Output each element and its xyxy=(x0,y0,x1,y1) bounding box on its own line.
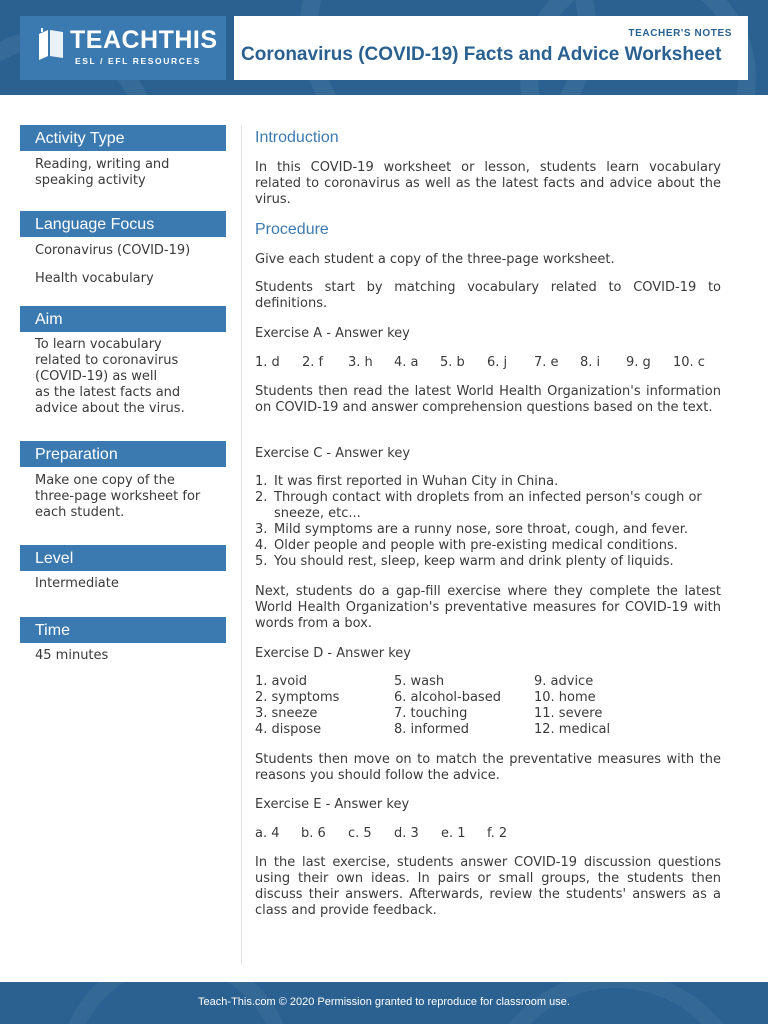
title-box xyxy=(234,16,748,80)
exercise-a-label: Exercise A - Answer key xyxy=(255,326,410,341)
answer-item: 2. f xyxy=(302,355,324,370)
introduction-text: In this COVID-19 worksheet or lesson, students learn vocabulary related to coronavirus as well as the latest facts and advice about the virus. xyxy=(255,160,721,207)
activity-type-text xyxy=(20,157,226,189)
answer-item: 8. i xyxy=(580,355,601,370)
exercise-d-answers xyxy=(255,674,721,738)
answer-item: 9. g xyxy=(626,355,651,370)
list-number: 3. xyxy=(255,522,268,537)
exercise-e-answers xyxy=(255,826,721,842)
text-line: Reading, writing and xyxy=(35,157,170,172)
book-icon xyxy=(36,26,66,62)
list-text: It was first reported in Wuhan City in China. xyxy=(274,474,559,489)
answer-column xyxy=(394,674,501,738)
teachthis-logo[interactable] xyxy=(20,16,226,80)
language-focus-item: Health vocabulary xyxy=(35,271,154,286)
level-heading: Level xyxy=(20,545,226,571)
language-focus-item: Coronavirus (COVID-19) xyxy=(35,243,191,258)
answer-item: e. 1 xyxy=(441,826,466,841)
answer-item: 6. alcohol-based xyxy=(394,690,501,705)
answer-item: 7. e xyxy=(534,355,559,370)
list-item xyxy=(255,538,725,554)
list-number: 4. xyxy=(255,538,268,553)
text-line: three-page worksheet for xyxy=(35,489,201,504)
answer-item: 5. wash xyxy=(394,674,445,689)
procedure-paragraph: Students then move on to match the preventative measures with the reasons you should follow the advice. xyxy=(255,752,721,783)
level-text: Intermediate xyxy=(35,576,119,591)
answer-item: a. 4 xyxy=(255,826,280,841)
answer-item: b. 6 xyxy=(301,826,326,841)
answer-item: 1. avoid xyxy=(255,674,308,689)
answer-item: 10. home xyxy=(534,690,596,705)
answer-column xyxy=(534,674,610,738)
exercise-e-label: Exercise E - Answer key xyxy=(255,797,410,812)
exercise-a-answers xyxy=(255,355,721,371)
language-focus-heading: Language Focus xyxy=(20,211,226,237)
procedure-paragraph: Students then read the latest World Health Organization's information on COVID-19 and answer comprehension questions based on the text. xyxy=(255,384,721,415)
text-line: Make one copy of the xyxy=(35,473,175,488)
time-heading: Time xyxy=(20,617,226,643)
answer-item: c. 5 xyxy=(348,826,372,841)
list-number: 1. xyxy=(255,474,268,489)
text-line: each student. xyxy=(35,505,125,520)
aim-text xyxy=(20,337,226,417)
list-item xyxy=(255,554,725,570)
preparation-text xyxy=(20,473,226,521)
aim-heading: Aim xyxy=(20,306,226,332)
text-line: To learn vocabulary xyxy=(35,337,162,352)
answer-item: 5. b xyxy=(440,355,465,370)
answer-item: 3. sneeze xyxy=(255,706,318,721)
page-footer xyxy=(0,982,768,1024)
answer-item: 8. informed xyxy=(394,722,469,737)
answer-item: f. 2 xyxy=(487,826,508,841)
list-text: You should rest, sleep, keep warm and drink plenty of liquids. xyxy=(274,554,674,569)
text-line: as the latest facts and xyxy=(35,385,181,400)
text-line: (COVID-19) as well xyxy=(35,369,158,384)
column-divider xyxy=(241,125,242,965)
list-text: Through contact with droplets from an infected person's cough or sneeze, etc... xyxy=(274,490,702,521)
text-line: speaking activity xyxy=(35,173,146,188)
list-item xyxy=(255,522,725,538)
exercise-d-label: Exercise D - Answer key xyxy=(255,646,411,661)
activity-type-heading: Activity Type xyxy=(20,125,226,151)
answer-item: 10. c xyxy=(673,355,705,370)
logo-subtitle: ESL / EFL RESOURCES xyxy=(75,56,201,66)
procedure-paragraph: In the last exercise, students answer COVID-19 discussion questions using their own ideas. In pairs or small groups, the students then discuss their answers. Afterwards, review the students' answers as a class and provide feedback. xyxy=(255,855,721,918)
procedure-paragraph: Students start by matching vocabulary related to COVID-19 to definitions. xyxy=(255,280,721,311)
answer-item: 6. j xyxy=(487,355,508,370)
answer-item: 4. a xyxy=(394,355,419,370)
page-title: Coronavirus (COVID-19) Facts and Advice Worksheet xyxy=(241,44,722,65)
list-item xyxy=(255,474,725,490)
list-item xyxy=(255,490,725,522)
procedure-paragraph: Next, students do a gap-fill exercise where they complete the latest World Health Organization's preventative measures for COVID-19 with words from a box. xyxy=(255,584,721,631)
answer-item: 9. advice xyxy=(534,674,594,689)
answer-item: 7. touching xyxy=(394,706,468,721)
sidebar xyxy=(20,125,226,664)
answer-item: 12. medical xyxy=(534,722,611,737)
answer-item: d. 3 xyxy=(394,826,419,841)
page-header xyxy=(0,0,768,95)
answer-item: 2. symptoms xyxy=(255,690,340,705)
answer-item: 4. dispose xyxy=(255,722,322,737)
preparation-heading: Preparation xyxy=(20,441,226,467)
answer-item: 3. h xyxy=(348,355,373,370)
logo-text: TEACHTHIS xyxy=(70,26,218,54)
introduction-heading: Introduction xyxy=(255,129,339,146)
text-line: related to coronavirus xyxy=(35,353,179,368)
time-text: 45 minutes xyxy=(35,648,109,663)
answer-item: 1. d xyxy=(255,355,280,370)
list-number: 5. xyxy=(255,554,268,569)
answer-column xyxy=(255,674,339,738)
list-number: 2. xyxy=(255,490,268,505)
text-line: advice about the virus. xyxy=(35,401,185,416)
procedure-paragraph: Give each student a copy of the three-page worksheet. xyxy=(255,252,615,267)
procedure-heading: Procedure xyxy=(255,221,329,238)
answer-item: 11. severe xyxy=(534,706,603,721)
list-text: Mild symptoms are a runny nose, sore throat, cough, and fever. xyxy=(274,522,689,537)
exercise-c-label: Exercise C - Answer key xyxy=(255,446,411,461)
copyright-notice: Teach-This.com © 2020 Permission granted to reproduce for classroom use. xyxy=(198,996,570,1008)
list-text: Older people and people with pre-existing medical conditions. xyxy=(274,538,678,553)
teachers-notes-label: TEACHER'S NOTES xyxy=(628,28,732,39)
exercise-c-answers xyxy=(255,474,725,570)
